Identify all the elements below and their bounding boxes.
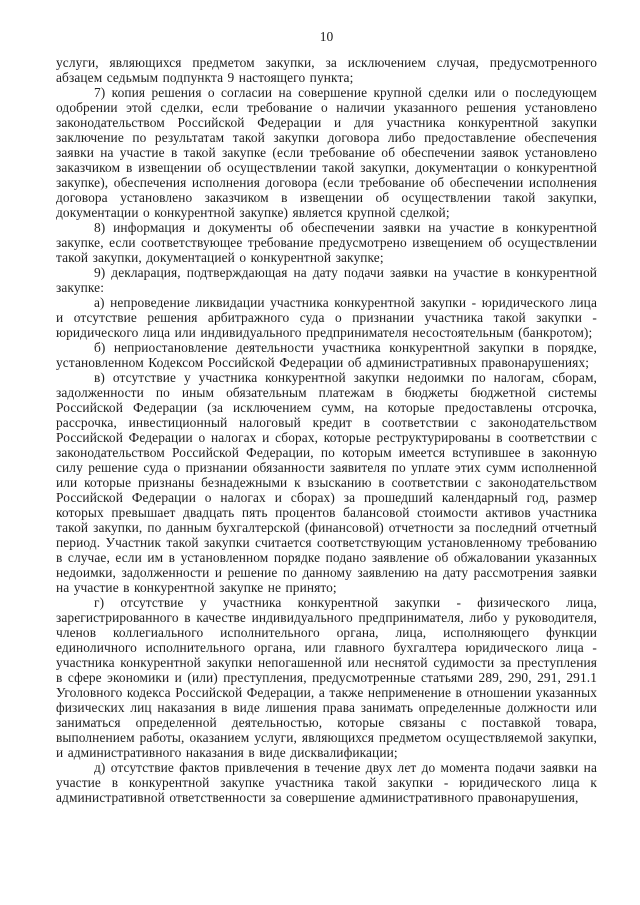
paragraph: в) отсутствие у участника конкурентной закупки недоимки по налогам, сборам, задолженности по иным обязательным платежам в бюджеты бюджетной системы Российской Федерации (за исключением сумм, на которые предоставлены отсрочка, рассрочка, инвестиционный налоговый кредит в соответствии с законодательством Российской Федерации о налогах и сборах, которые реструктурированы в соответствии с законодательством Российской Федерации, по которым имеется вступившее в законную силу решение суда о признании обязанности заявителя по уплате этих сумм исполненной или которые признаны безнадежными к взысканию в соответствии с законодательством Российской Федерации о налогах и сборах) за прошедший календарный год, размер которых превышает двадцать пять процентов балансовой стоимости активов участника такой закупки, по данным бухгалтерской (финансовой) отчетности за последний отчетный период. Участник такой закупки считается соответствующим установленному требованию в случае, если им в установленном порядке подано заявление об обжаловании указанных недоимки, задолженности и решение по данному заявлению на дату рассмотрения заявки на участие в конкурентной закупке не принято; (56, 370, 597, 595)
paragraph: 7) копия решения о согласии на совершение крупной сделки или о последующем одобрении этой сделки, если требование о наличии указанного решения установлено законодательством Российской Федерации и для участника конкурентной закупки заключение по результатам такой закупки договора либо предоставление обеспечения заявки на участие в такой закупке (если требование об обеспечении заявок установлено заказчиком в извещении об осуществлении такой закупки, документации о конкурентной закупке), обеспечения исполнения договора (если требование об обеспечении исполнения договора установлено заказчиком в извещении об осуществлении такой закупки, документации о конкурентной закупке) является крупной сделкой; (56, 85, 597, 220)
paragraph: услуги, являющихся предметом закупки, за исключением случая, предусмотренного абзацем седьмым подпункта 9 настоящего пункта; (56, 55, 597, 85)
paragraph: г) отсутствие у участника конкурентной закупки - физического лица, зарегистрированного в качестве индивидуального предпринимателя, либо у руководителя, членов коллегиального исполнительного органа, лица, исполняющего функции единоличного исполнительного органа, или главного бухгалтера юридического лица - участника конкурентной закупки непогашенной или неснятой судимости за преступления в сфере экономики и (или) преступления, предусмотренные статьями 289, 290, 291, 291.1 Уголовного кодекса Российской Федерации, а также неприменение в отношении указанных физических лиц наказания в виде лишения права занимать определенные должности или заниматься определенной деятельностью, которые связаны с поставкой товара, выполнением работы, оказанием услуги, являющихся предметом осуществляемой закупки, и административного наказания в виде дисквалификации; (56, 595, 597, 760)
document-body (56, 55, 597, 805)
paragraph: д) отсутствие фактов привлечения в течение двух лет до момента подачи заявки на участие в конкурентной закупке участника такой закупки - юридического лица к административной ответственности за совершение административного правонарушения, (56, 760, 597, 805)
paragraph: 8) информация и документы об обеспечении заявки на участие в конкурентной закупке, если соответствующее требование предусмотрено извещением об осуществлении такой закупки, документацией о конкурентной закупке; (56, 220, 597, 265)
paragraph: а) непроведение ликвидации участника конкурентной закупки - юридического лица и отсутствие решения арбитражного суда о признании участника такой закупки - юридического лица или индивидуального предпринимателя несостоятельным (банкротом); (56, 295, 597, 340)
paragraph: 9) декларация, подтверждающая на дату подачи заявки на участие в конкурентной закупке: (56, 265, 597, 295)
paragraph: б) неприостановление деятельности участника конкурентной закупки в порядке, установленном Кодексом Российской Федерации об административных правонарушениях; (56, 340, 597, 370)
page-number: 10 (319, 29, 334, 44)
